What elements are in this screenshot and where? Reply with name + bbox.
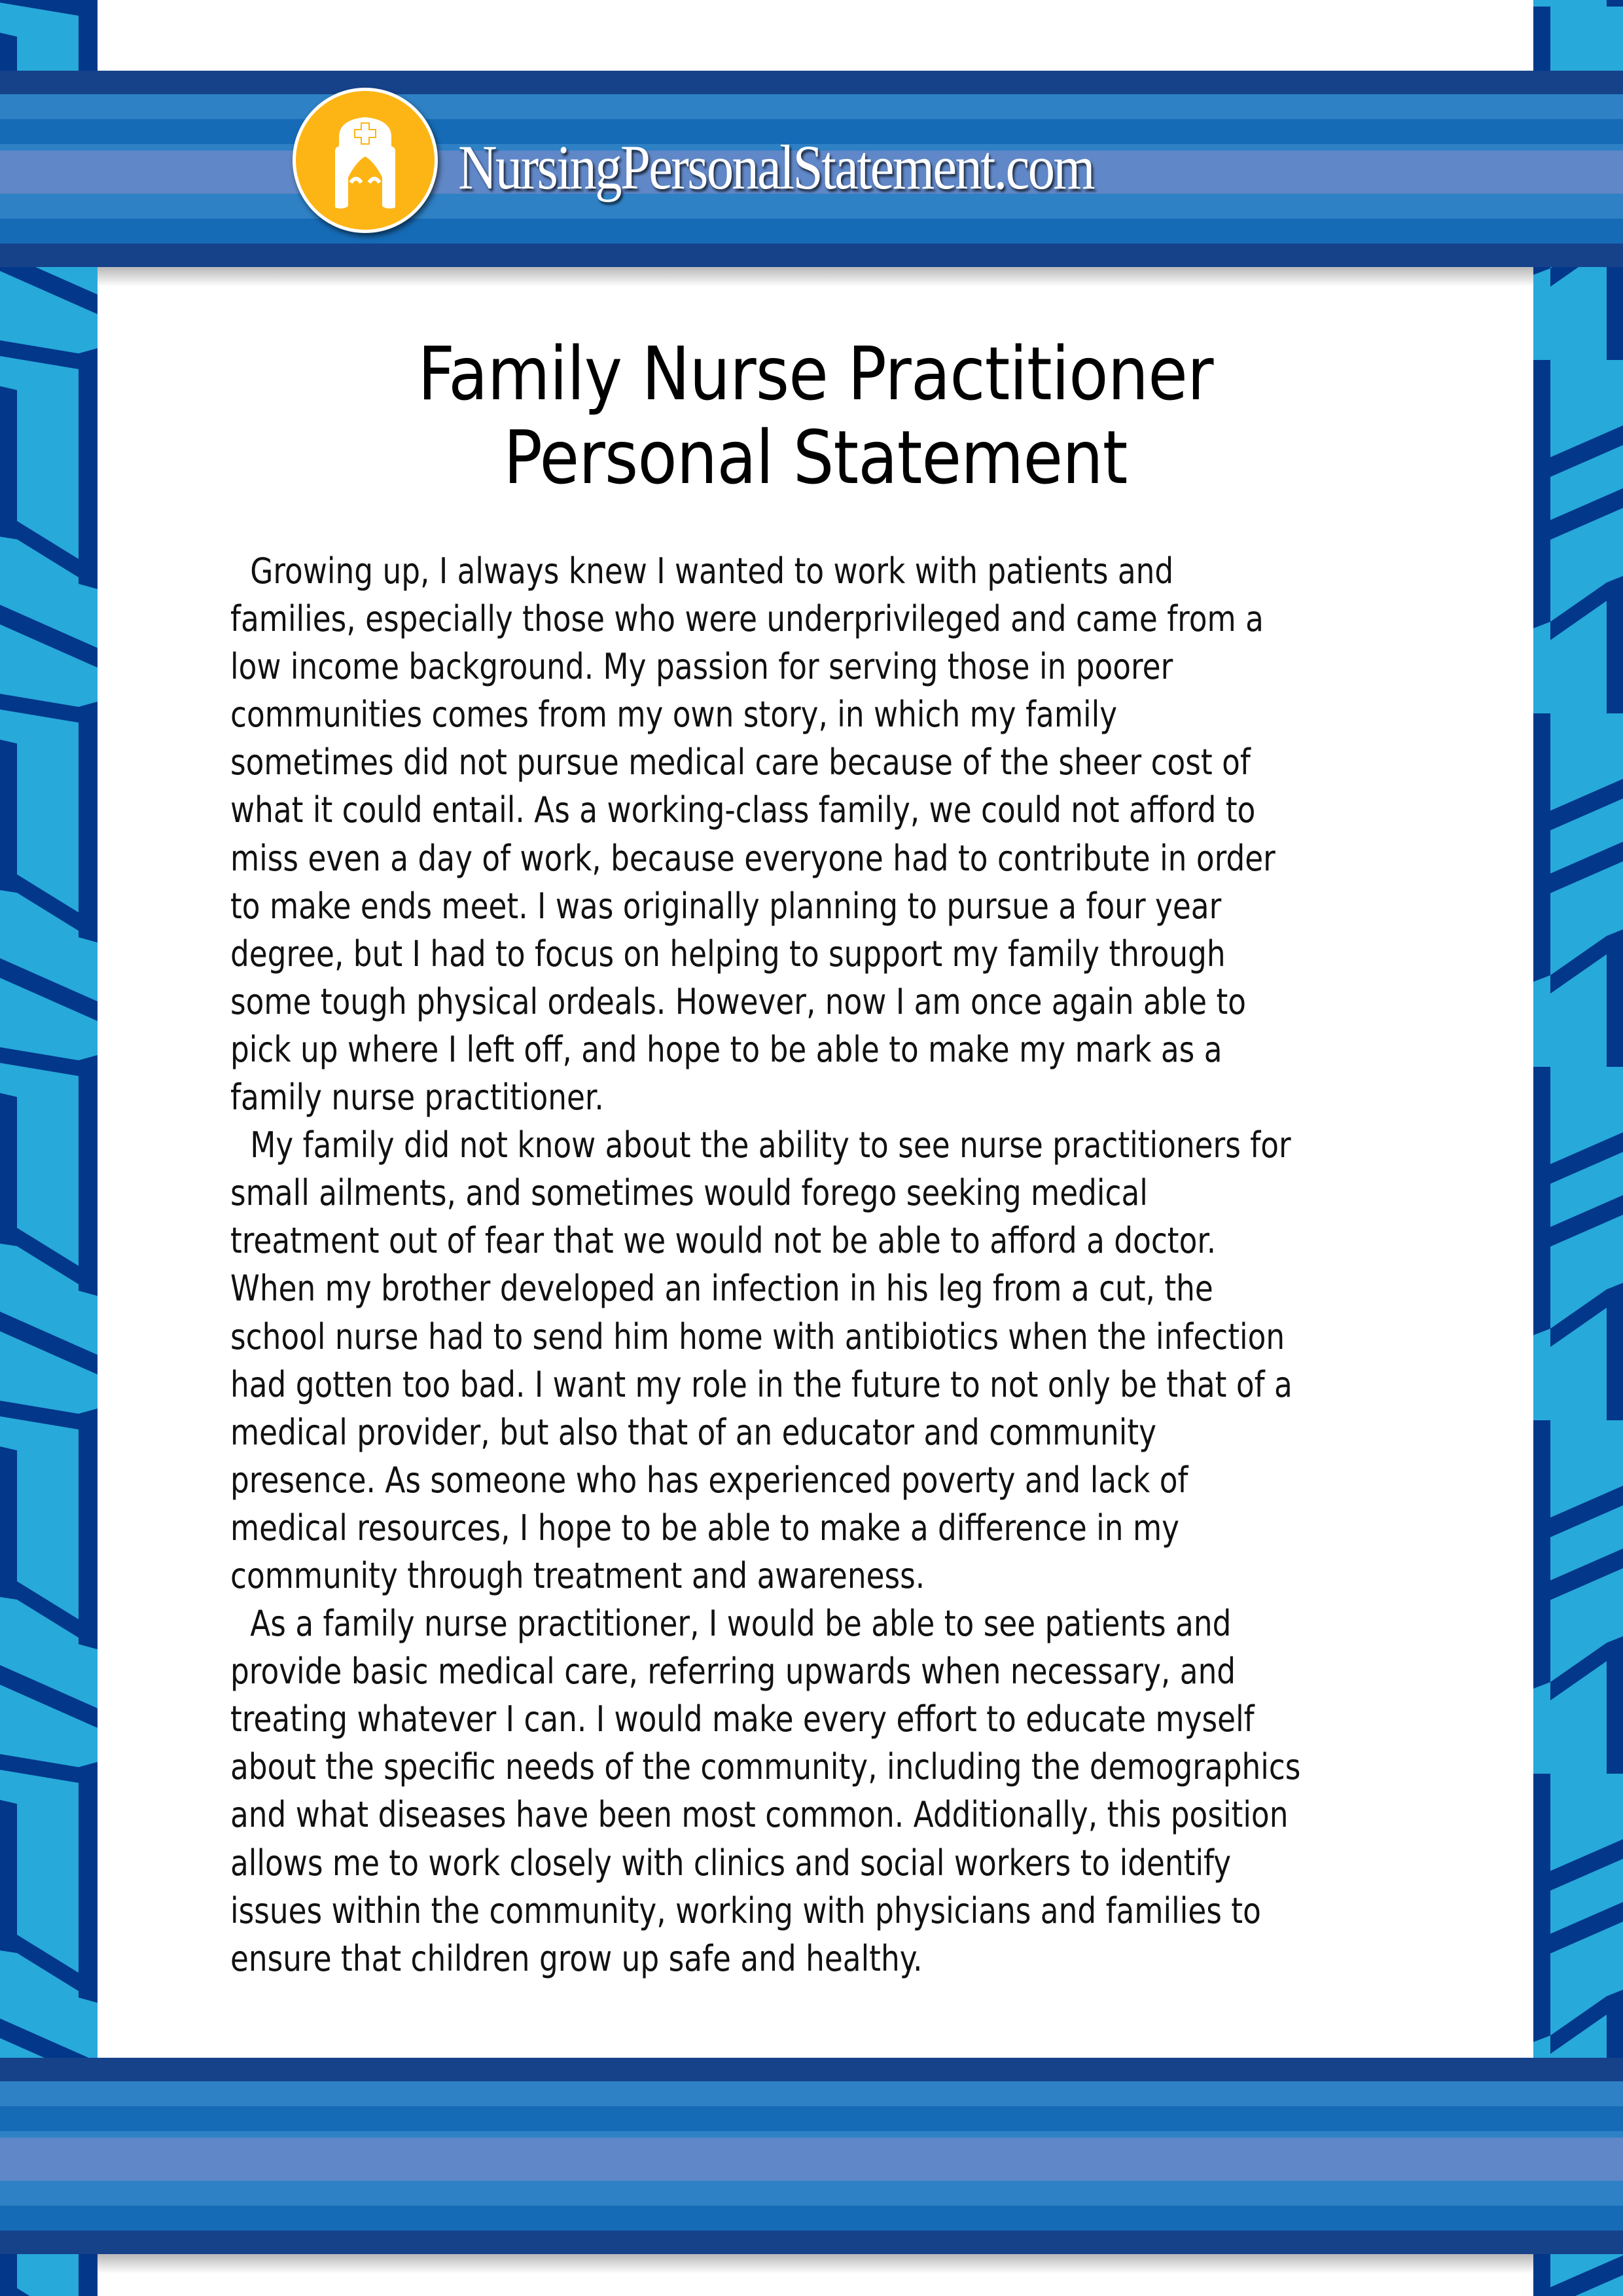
statement-body [230,547,1474,1982]
text-line: degree, but I had to focus on helping to support my family through [230,933,1226,975]
text-line: communities comes from my own story, in which my family [230,694,1118,736]
text-line: miss even a day of work, because everyone had to contribute in order [230,837,1275,879]
text-line: ensure that children grow up safe and healthy. [230,1937,923,1979]
paragraph-3 [230,1600,1474,1982]
text-line: some tough physical ordeals. However, now I am once again able to [230,980,1246,1022]
text-line: family nurse practitioner. [230,1077,604,1119]
text-line: presence. As someone who has experienced poverty and lack of [230,1459,1188,1501]
text-line: As a family nurse practitioner, I would be able to see patients and [250,1603,1232,1645]
text-line: Growing up, I always knew I wanted to work with patients and [250,550,1174,592]
text-line: treatment out of fear that we would not be able to afford a doctor. [230,1220,1217,1262]
footer-banner [0,2058,1623,2254]
footer-shadow [98,2254,1533,2274]
logo-badge[interactable] [293,88,438,233]
text-line: When my brother developed an infection in his leg from a cut, the [230,1268,1213,1310]
page-title [184,332,1448,500]
text-line: had gotten too bad. I want my role in the future to not only be that of a [230,1363,1293,1405]
zigzag-pattern-icon [1533,0,1623,2296]
nurse-face-icon [296,91,435,230]
text-line: sometimes did not pursue medical care because of the sheer cost of [230,742,1251,783]
text-line: low income background. My passion for serving those in poorer [230,646,1173,688]
text-line: allows me to work closely with clinics and social workers to identify [230,1842,1232,1884]
text-line: community through treatment and awareness. [230,1554,925,1596]
text-line: school nurse had to send him home with antibiotics when the infection [230,1316,1285,1357]
text-line: families, especially those who were underprivileged and came from a [230,598,1264,640]
paragraph-2 [230,1121,1474,1600]
text-line: about the specific needs of the community, including the demographics [230,1746,1301,1788]
site-wordmark[interactable]: NursingPersonalStatement.com [458,132,1094,202]
text-line: treating whatever I can. I would make every effort to educate myself [230,1698,1255,1740]
text-line: to make ends meet. I was originally planning to pursue a four year [230,885,1222,927]
text-line: small ailments, and sometimes would forego seeking medical [230,1172,1148,1214]
text-line: issues within the community, working with physicians and families to [230,1890,1261,1931]
zigzag-pattern-icon [0,0,98,2296]
text-line: pick up where I left off, and hope to be able to make my mark as a [230,1028,1222,1070]
title-line-2: Personal Statement [503,416,1128,501]
left-border-pattern [0,0,98,2296]
text-line: and what diseases have been most common. Additionally, this position [230,1794,1289,1836]
text-line: provide basic medical care, referring upwards when necessary, and [230,1651,1236,1693]
text-line: what it could entail. As a working-class family, we could not afford to [230,789,1256,831]
title-line-1: Family Nurse Practitioner [418,332,1213,417]
paragraph-1 [230,547,1474,1121]
text-line: medical provider, but also that of an educator and community [230,1411,1157,1453]
right-border-pattern [1533,0,1623,2296]
text-line: My family did not know about the ability to see nurse practitioners for [250,1124,1291,1166]
header-shadow [98,267,1533,287]
text-line: medical resources, I hope to be able to make a difference in my [230,1507,1179,1549]
